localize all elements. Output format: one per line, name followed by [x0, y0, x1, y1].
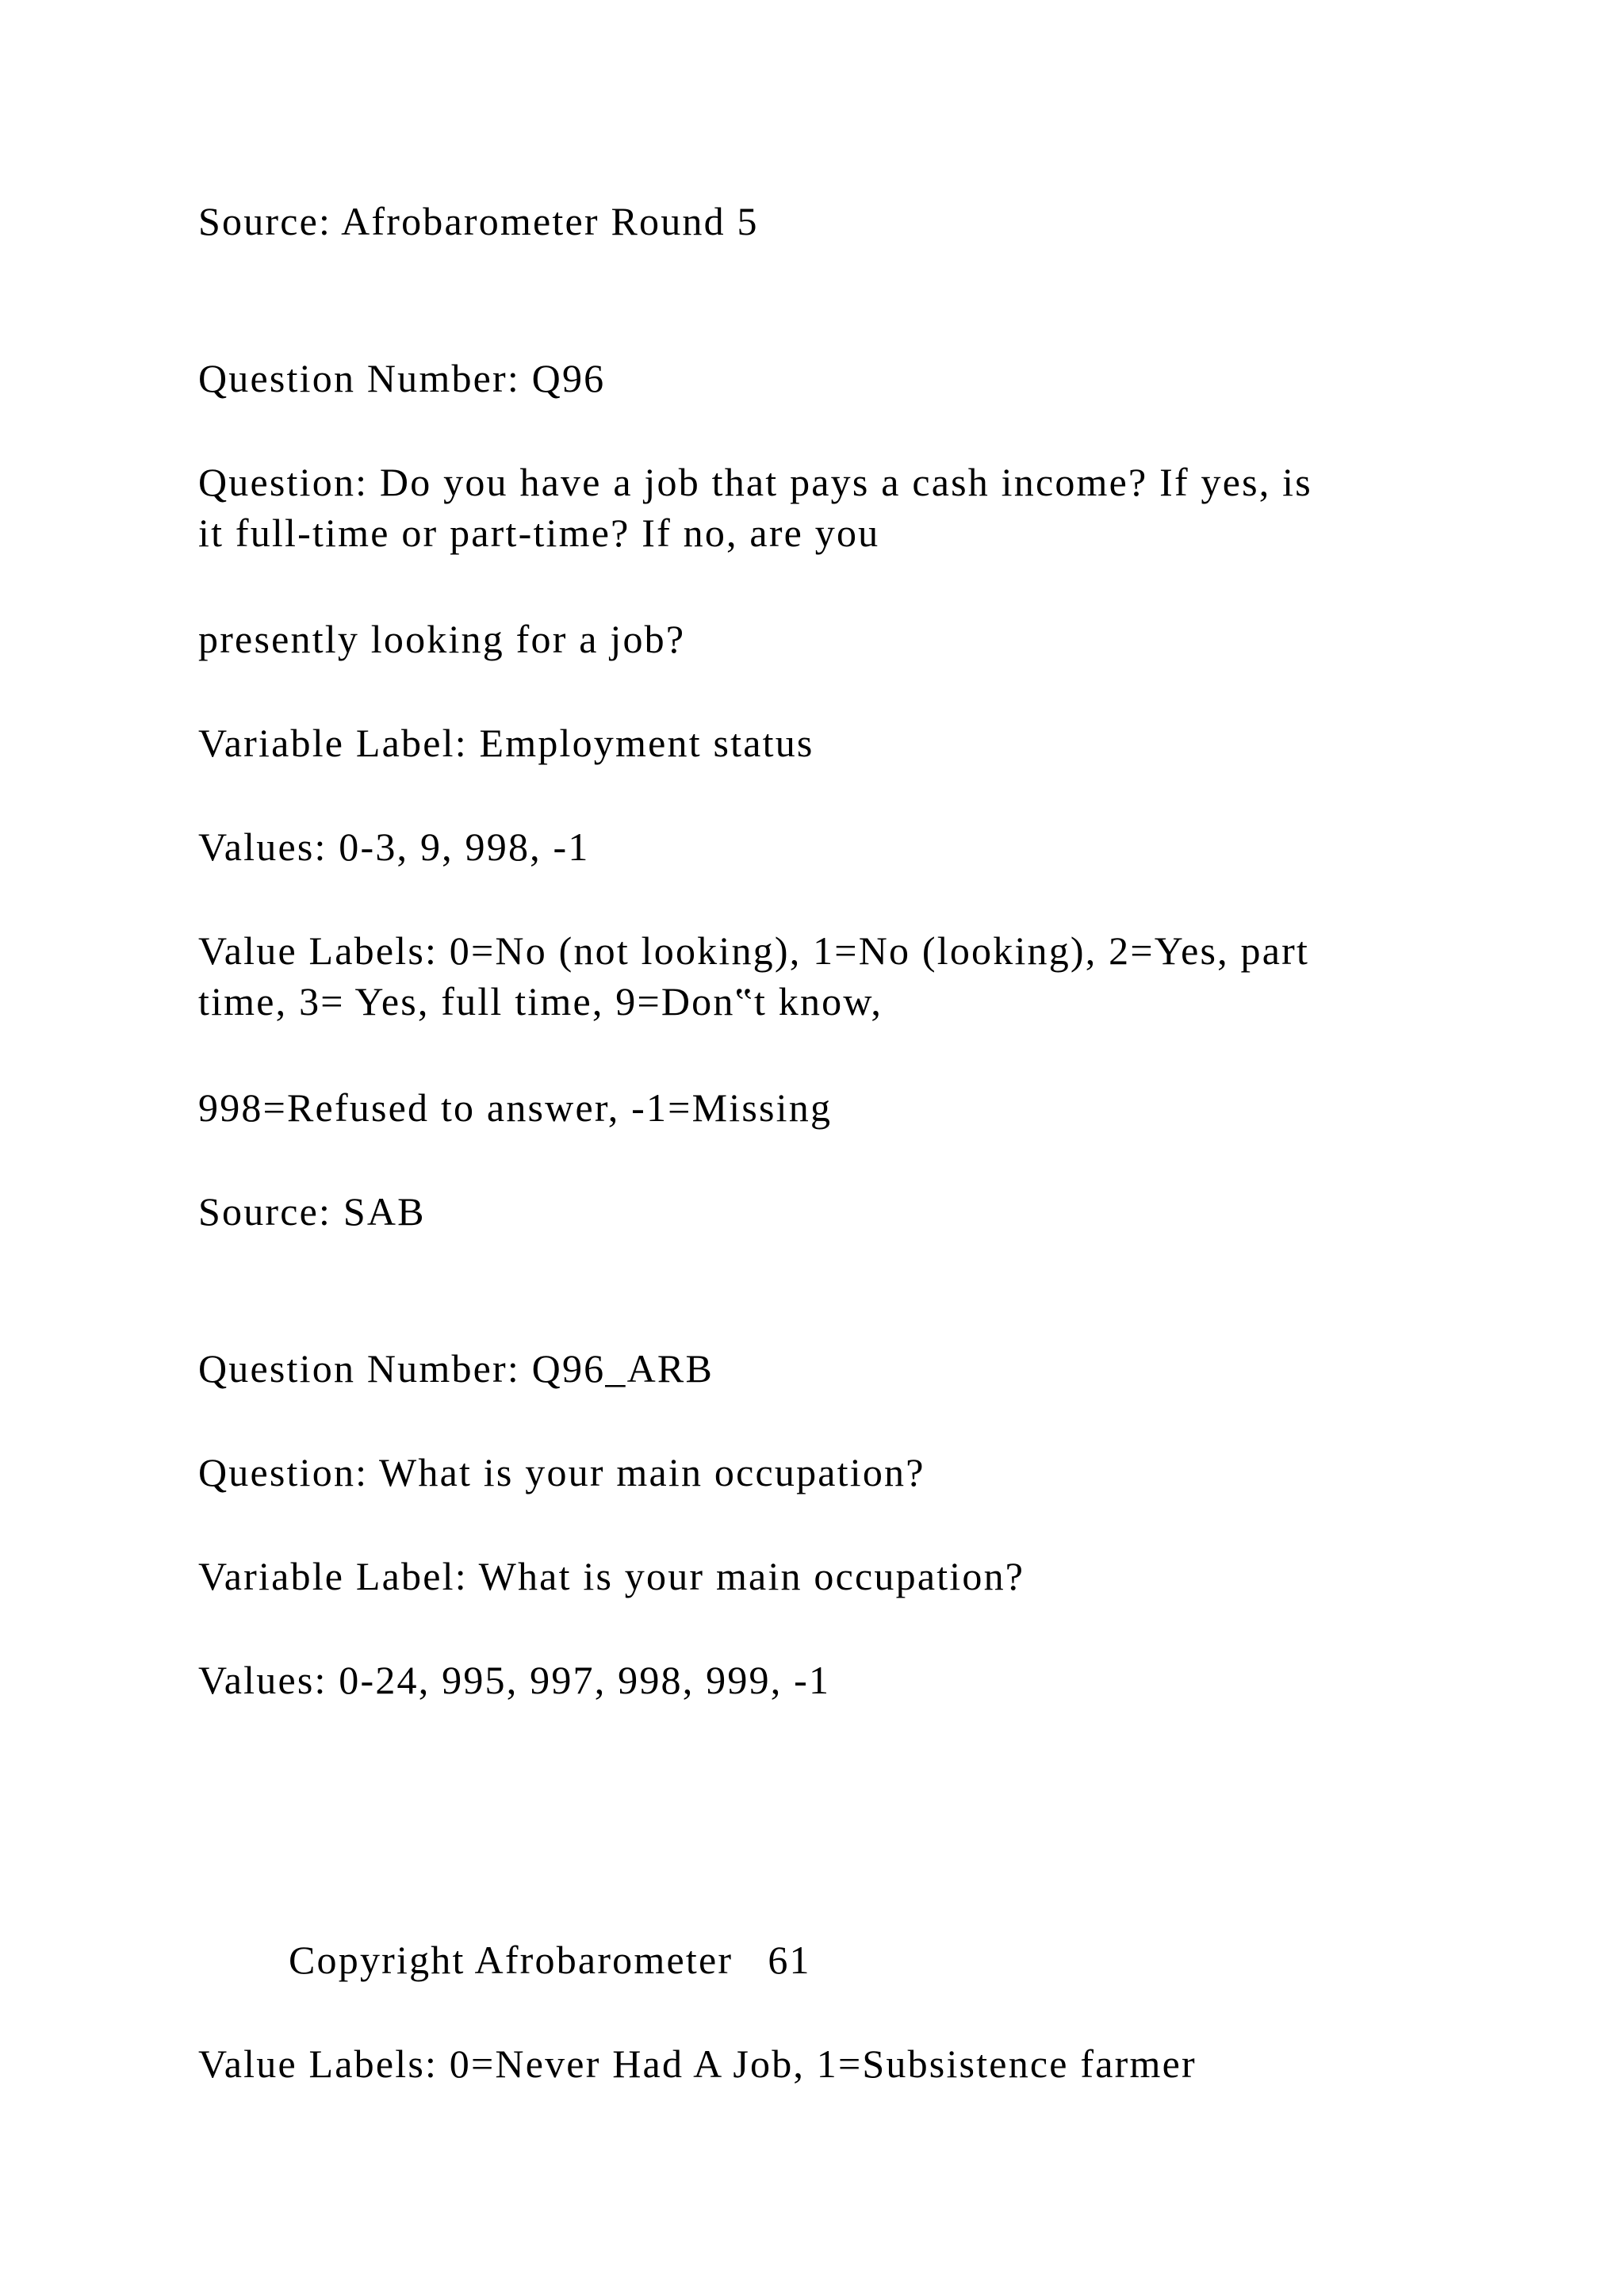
- source-line: Source: Afrobarometer Round 5: [198, 199, 759, 243]
- question-line-continued: presently looking for a job?: [198, 617, 686, 661]
- variable-label-line: Variable Label: Employment status: [198, 721, 814, 765]
- values-line: Values: 0-3, 9, 998, -1: [198, 825, 590, 869]
- value-labels-line-continued: 998=Refused to answer, -1=Missing: [198, 1085, 833, 1130]
- value-labels-line: Value Labels: 0=Never Had A Job, 1=Subsistence farmer: [198, 2042, 1197, 2086]
- variable-label-line: Variable Label: What is your main occupation?: [198, 1554, 1025, 1598]
- copyright-text: Copyright Afrobarometer: [289, 1938, 733, 1982]
- question-number-line: Question Number: Q96_ARB: [198, 1346, 714, 1391]
- source-line: Source: SAB: [198, 1189, 426, 1234]
- values-line: Values: 0-24, 995, 997, 998, 999, -1: [198, 1658, 831, 1702]
- page-number: 61: [768, 1938, 811, 1982]
- page-footer: [289, 1934, 811, 1985]
- question-number-line: Question Number: Q96: [198, 356, 606, 400]
- question-line-continued: it full-time or part-time? If no, are you: [198, 511, 880, 555]
- value-labels-line-continued: time, 3= Yes, full time, 9=Don‟t know,: [198, 979, 883, 1024]
- question-line: Question: Do you have a job that pays a cash income? If yes, is: [198, 460, 1312, 504]
- question-line: Question: What is your main occupation?: [198, 1450, 925, 1494]
- value-labels-line: Value Labels: 0=No (not looking), 1=No (looking), 2=Yes, part: [198, 928, 1310, 973]
